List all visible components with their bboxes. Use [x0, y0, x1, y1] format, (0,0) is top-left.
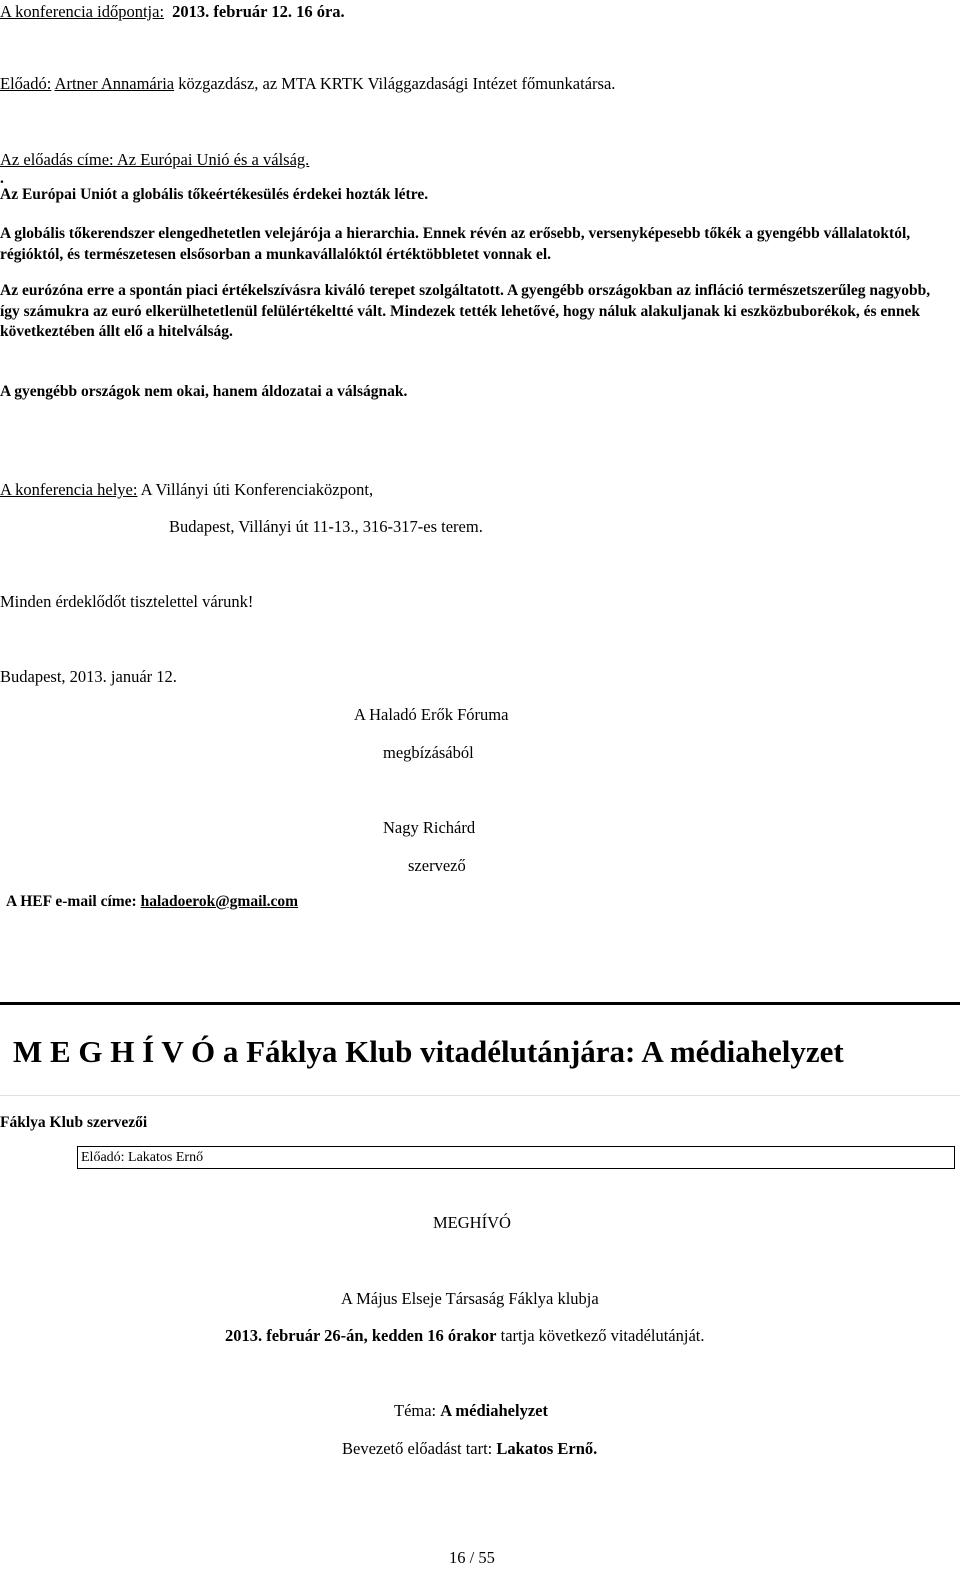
venue-name: A Villányi úti Konferenciaközpont,	[137, 480, 374, 499]
conference-date-value: 2013. február 12. 16 óra.	[172, 2, 345, 21]
page-number: 16 / 55	[449, 1548, 495, 1567]
email-label: A HEF e-mail címe:	[6, 893, 141, 910]
place-date: Budapest, 2013. január 12.	[0, 667, 177, 686]
speaker-name: Artner Annamária	[54, 74, 175, 93]
speaker-label: Előadó:	[0, 74, 52, 93]
speaker-line	[0, 74, 615, 94]
paragraph-3: Az eurózóna erre a spontán piaci értékelszívásra kiváló terepet szolgáltatott. A gyengébb országokban az infláció természetszerűleg nagyobb, így számukra az euró elkerülhetetlenül felülértékeltté vált. Mindezek tették lehetővé, hogy náluk alakuljanak ki eszközbuborékok, és ennek következtében állt elő a hitelválság.	[0, 282, 931, 340]
intro-label: Bevezető előadást tart:	[342, 1439, 497, 1458]
organizers-label: Fáklya Klub szervezői	[0, 1114, 148, 1131]
paragraph-2: A globális tőkerendszer elengedhetetlen velejárója a hierarchia. Ennek révén az erősebb, versenyképesebb tőkék a gyengébb vállalatoktól, régióktól, és természetesen elsősorban a munkavállalóktól értéktöbbletet vonnak el.	[0, 225, 911, 263]
dot-separator: .	[0, 170, 4, 187]
invitation-heading: M E G H Í V Ó a Fáklya Klub vitadélutánjára: A médiahelyzet	[13, 1034, 844, 1069]
topic-label: Téma:	[394, 1401, 441, 1420]
welcome-text: Minden érdeklődőt tisztelettel várunk!	[0, 592, 254, 611]
talk-title-label: Az előadás címe:	[0, 150, 114, 169]
venue-label: A konferencia helye:	[0, 480, 138, 499]
event-time-line	[225, 1326, 705, 1346]
conference-date-label: A konferencia időpontja:	[0, 2, 165, 21]
signature-mandate: megbízásából	[383, 743, 474, 762]
paragraph-1: Az Európai Uniót a globális tőkeértékesülés érdekei hozták létre.	[0, 186, 429, 203]
signature-name: Nagy Richárd	[383, 818, 476, 837]
signature-role: szervező	[408, 856, 466, 875]
heading-underline	[0, 1095, 960, 1096]
venue-address: Budapest, Villányi út 11-13., 316-317-es terem.	[169, 517, 483, 536]
event-time-rest: tartja következő vitadélutánját.	[496, 1326, 705, 1345]
paragraph-4: A gyengébb országok nem okai, hanem áldozatai a válságnak.	[0, 383, 408, 400]
section-divider	[0, 1002, 960, 1005]
invite-title: MEGHÍVÓ	[433, 1213, 511, 1232]
conference-date-line	[0, 2, 345, 22]
club-name: A Május Elseje Társaság Fáklya klubja	[341, 1289, 599, 1308]
signature-org: A Haladó Erők Fóruma	[354, 705, 509, 724]
topic-line	[394, 1401, 548, 1421]
event-time: 2013. február 26-án, kedden 16 órakor	[225, 1326, 497, 1345]
intro-line	[342, 1439, 597, 1459]
email-link[interactable]: haladoerok@gmail.com	[140, 893, 299, 910]
intro-speaker: Lakatos Ernő.	[496, 1439, 598, 1458]
venue-line	[0, 480, 373, 500]
email-line	[6, 893, 298, 911]
speaker-box: Előadó: Lakatos Ernő	[77, 1146, 955, 1169]
talk-title-line	[0, 150, 309, 170]
topic-value: A médiahelyzet	[440, 1401, 548, 1420]
talk-title-value: Az Európai Unió és a válság.	[113, 150, 310, 169]
speaker-description: közgazdász, az MTA KRTK Világgazdasági Intézet főmunkatársa.	[174, 74, 616, 93]
